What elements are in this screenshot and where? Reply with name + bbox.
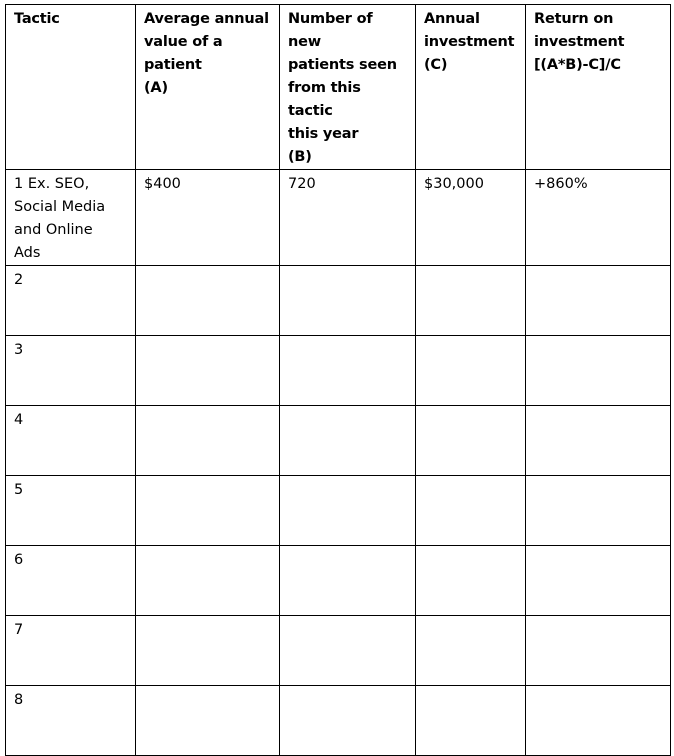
table-row bbox=[6, 170, 671, 266]
table-cell-return-on-investment bbox=[526, 170, 671, 266]
cell-text: 4 bbox=[14, 412, 24, 428]
table-cell-new-patients bbox=[280, 266, 416, 336]
table-cell-new-patients bbox=[280, 170, 416, 266]
table-cell-average-annual-value bbox=[136, 616, 280, 686]
cell-text: 5 bbox=[14, 482, 24, 498]
column-header-average-annual-value bbox=[136, 5, 280, 170]
table-cell-annual-investment bbox=[416, 686, 526, 756]
table-cell-tactic bbox=[6, 686, 136, 756]
table-cell-return-on-investment bbox=[526, 406, 671, 476]
cell-text: 8 bbox=[14, 692, 24, 708]
table-cell-tactic bbox=[6, 616, 136, 686]
column-header-line: Return on bbox=[534, 11, 614, 27]
column-header-line: this year bbox=[288, 126, 359, 142]
cell-text: 3 bbox=[14, 342, 24, 358]
table-cell-return-on-investment bbox=[526, 476, 671, 546]
table-cell-new-patients bbox=[280, 616, 416, 686]
table-cell-new-patients bbox=[280, 686, 416, 756]
column-header-new-patients bbox=[280, 5, 416, 170]
table-cell-average-annual-value bbox=[136, 546, 280, 616]
table-row bbox=[6, 266, 671, 336]
cell-text: 720 bbox=[288, 176, 316, 192]
table-cell-annual-investment bbox=[416, 406, 526, 476]
table-cell-average-annual-value bbox=[136, 336, 280, 406]
table-cell-annual-investment bbox=[416, 616, 526, 686]
table-cell-annual-investment bbox=[416, 336, 526, 406]
table-cell-average-annual-value bbox=[136, 170, 280, 266]
column-header-line: patients seen bbox=[288, 57, 397, 73]
table-cell-annual-investment bbox=[416, 476, 526, 546]
column-header-line: investment bbox=[424, 34, 515, 50]
roi-table bbox=[5, 4, 671, 756]
table-cell-return-on-investment bbox=[526, 686, 671, 756]
table-cell-annual-investment bbox=[416, 266, 526, 336]
table-cell-tactic bbox=[6, 266, 136, 336]
table-cell-tactic bbox=[6, 406, 136, 476]
table-cell-average-annual-value bbox=[136, 686, 280, 756]
table-cell-average-annual-value bbox=[136, 476, 280, 546]
table-cell-annual-investment bbox=[416, 546, 526, 616]
cell-text: 2 bbox=[14, 272, 24, 288]
column-header-line: value of a bbox=[144, 34, 223, 50]
cell-text: 7 bbox=[14, 622, 24, 638]
cell-text: +860% bbox=[534, 176, 588, 192]
table-cell-tactic bbox=[6, 546, 136, 616]
column-header-return-on-investment bbox=[526, 5, 671, 170]
cell-text: 6 bbox=[14, 552, 24, 568]
cell-text: $30,000 bbox=[424, 176, 484, 192]
column-header-line: patient bbox=[144, 57, 202, 73]
column-header-line: (B) bbox=[288, 149, 312, 165]
table-row bbox=[6, 686, 671, 756]
table-body bbox=[6, 170, 671, 756]
table-cell-tactic bbox=[6, 476, 136, 546]
cell-text: and Online bbox=[14, 222, 93, 238]
column-header-tactic bbox=[6, 5, 136, 170]
column-header-line: (A) bbox=[144, 80, 168, 96]
column-header-line: from this tactic bbox=[288, 80, 361, 119]
cell-text: 1 Ex. SEO, bbox=[14, 176, 90, 192]
column-header-line: Annual bbox=[424, 11, 480, 27]
column-header-line: Number of new bbox=[288, 11, 373, 50]
column-header-line: (C) bbox=[424, 57, 448, 73]
table-row bbox=[6, 476, 671, 546]
table-row bbox=[6, 546, 671, 616]
table-cell-tactic bbox=[6, 336, 136, 406]
column-header-line: Average annual bbox=[144, 11, 269, 27]
cell-text: Social Media bbox=[14, 199, 106, 215]
cell-text: $400 bbox=[144, 176, 181, 192]
table-cell-new-patients bbox=[280, 476, 416, 546]
table-cell-new-patients bbox=[280, 406, 416, 476]
table-cell-average-annual-value bbox=[136, 406, 280, 476]
column-header-annual-investment bbox=[416, 5, 526, 170]
table-row bbox=[6, 406, 671, 476]
column-header-line: investment bbox=[534, 34, 625, 50]
table-cell-new-patients bbox=[280, 336, 416, 406]
table-cell-return-on-investment bbox=[526, 546, 671, 616]
table-cell-tactic bbox=[6, 170, 136, 266]
table-cell-annual-investment bbox=[416, 170, 526, 266]
table-cell-return-on-investment bbox=[526, 336, 671, 406]
table-row bbox=[6, 616, 671, 686]
table-cell-return-on-investment bbox=[526, 266, 671, 336]
cell-text: Ads bbox=[14, 245, 41, 261]
table-row bbox=[6, 336, 671, 406]
table-cell-new-patients bbox=[280, 546, 416, 616]
table-cell-return-on-investment bbox=[526, 616, 671, 686]
table-cell-average-annual-value bbox=[136, 266, 280, 336]
column-header-line: [(A*B)-C]/C bbox=[534, 57, 621, 73]
column-header-line: Tactic bbox=[14, 11, 60, 27]
table-header-row bbox=[6, 5, 671, 170]
